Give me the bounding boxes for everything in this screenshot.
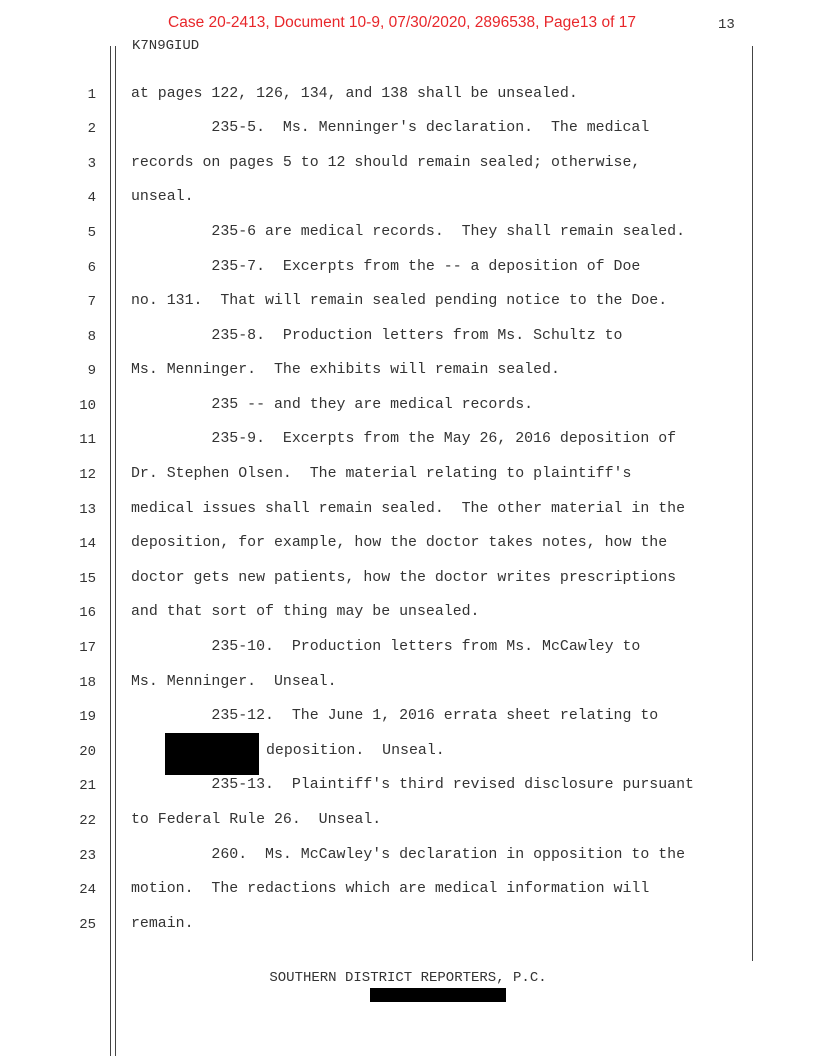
line-number: 13: [79, 502, 96, 518]
docket-code: K7N9GIUD: [132, 38, 200, 54]
transcript-line: 235-12. The June 1, 2016 errata sheet relating to: [131, 708, 659, 724]
transcript-line: 235-5. Ms. Menninger's declaration. The medical: [131, 120, 650, 136]
right-margin-rule: [752, 46, 753, 961]
transcript-line: 235-13. Plaintiff's third revised disclosure pursuant: [131, 777, 694, 793]
transcript-line: unseal.: [131, 189, 194, 205]
line-number: 14: [79, 536, 96, 552]
line-number: 3: [87, 156, 96, 172]
page-number: 13: [718, 17, 735, 33]
transcript-line: Ms. Menninger. Unseal.: [131, 674, 337, 690]
transcript-line: Dr. Stephen Olsen. The material relating to plaintiff's: [131, 466, 632, 482]
line-number: 19: [79, 709, 96, 725]
line-number: 20: [79, 744, 96, 760]
transcript-line: to Federal Rule 26. Unseal.: [131, 812, 382, 828]
line-number: 4: [87, 190, 96, 206]
transcript-line: doctor gets new patients, how the doctor writes prescriptions: [131, 570, 677, 586]
redaction-box: [165, 733, 259, 775]
line-number: 15: [79, 571, 96, 587]
footer-redaction-box: [370, 988, 506, 1002]
transcript-line: 235-8. Production letters from Ms. Schultz to: [131, 328, 623, 344]
line-number: 17: [79, 640, 96, 656]
line-number: 21: [79, 778, 96, 794]
line-number: 22: [79, 813, 96, 829]
case-header: Case 20-2413, Document 10-9, 07/30/2020, 2896538, Page13 of 17: [168, 14, 636, 31]
line-number: 16: [79, 605, 96, 621]
transcript-line: motion. The redactions which are medical information will: [131, 881, 650, 897]
transcript-line: 235-6 are medical records. They shall remain sealed.: [131, 224, 686, 240]
line-number: 12: [79, 467, 96, 483]
transcript-line: 235-10. Production letters from Ms. McCawley to: [131, 639, 641, 655]
line-number: 1: [87, 87, 96, 103]
line-number: 9: [87, 363, 96, 379]
line-fragment-after-redaction: deposition. Unseal.: [266, 743, 445, 759]
left-margin-rule-outer: [110, 46, 111, 1056]
transcript-line: 235 -- and they are medical records.: [131, 397, 534, 413]
transcript-line: 235-9. Excerpts from the May 26, 2016 deposition of: [131, 431, 677, 447]
line-number: 6: [87, 260, 96, 276]
line-number: 23: [79, 848, 96, 864]
left-margin-rule-inner: [115, 46, 116, 1056]
footer-reporter: SOUTHERN DISTRICT REPORTERS, P.C.: [269, 970, 547, 986]
transcript-line: at pages 122, 126, 134, and 138 shall be unsealed.: [131, 86, 578, 102]
line-number: 10: [79, 398, 96, 414]
line-number: 11: [79, 432, 96, 448]
line-number: 24: [79, 882, 96, 898]
transcript-line: records on pages 5 to 12 should remain sealed; otherwise,: [131, 155, 641, 171]
transcript-line: medical issues shall remain sealed. The other material in the: [131, 501, 686, 517]
line-number: 8: [87, 329, 96, 345]
line-number: 5: [87, 225, 96, 241]
line-number: 18: [79, 675, 96, 691]
line-number: 25: [79, 917, 96, 933]
line-number: 7: [87, 294, 96, 310]
transcript-line: Ms. Menninger. The exhibits will remain sealed.: [131, 362, 560, 378]
transcript-line: no. 131. That will remain sealed pending notice to the Doe.: [131, 293, 668, 309]
transcript-line: remain.: [131, 916, 194, 932]
transcript-line: deposition, for example, how the doctor takes notes, how the: [131, 535, 668, 551]
transcript-line: and that sort of thing may be unsealed.: [131, 604, 480, 620]
line-number: 2: [87, 121, 96, 137]
transcript-line: 260. Ms. McCawley's declaration in opposition to the: [131, 847, 686, 863]
transcript-line: 235-7. Excerpts from the -- a deposition of Doe: [131, 259, 641, 275]
